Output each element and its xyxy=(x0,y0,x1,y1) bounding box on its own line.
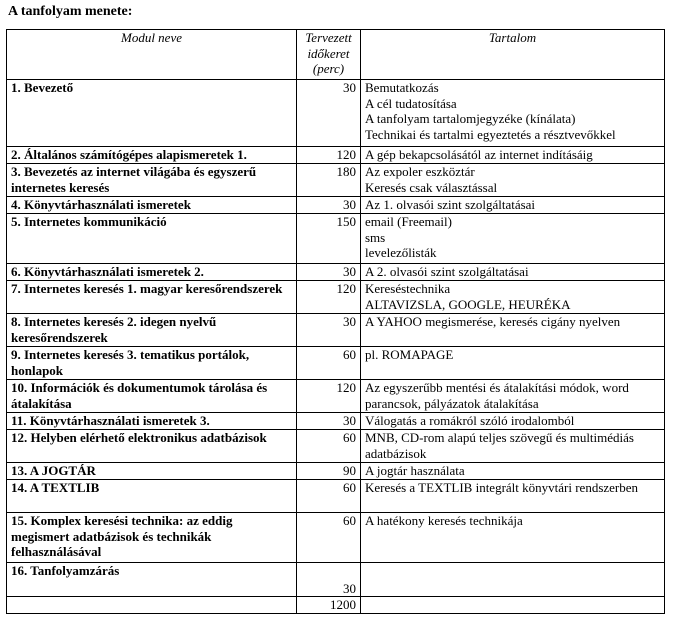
module-name: 3. Bevezetés az internet világába és egyszerű internetes keresés xyxy=(7,164,297,197)
content-cell xyxy=(361,513,665,563)
table-row xyxy=(7,80,665,147)
planned-time: 30 xyxy=(297,314,361,347)
content-cell xyxy=(361,214,665,264)
total-time: 1200 xyxy=(297,597,361,614)
module-name: 8. Internetes keresés 2. idegen nyelvű keresőrendszerek xyxy=(7,314,297,347)
module-name: 10. Információk és dokumentumok tárolása és átalakítása xyxy=(7,380,297,413)
table-row xyxy=(7,347,665,380)
planned-time: 30 xyxy=(297,80,361,147)
content-line: Az expoler eszköztár xyxy=(365,164,475,179)
table-row xyxy=(7,463,665,480)
planned-time: 180 xyxy=(297,164,361,197)
planned-time: 120 xyxy=(297,281,361,314)
content-line: levelezőlisták xyxy=(365,245,437,260)
content-line: A gép bekapcsolásától az internet indításáig xyxy=(365,147,593,162)
content-line: MNB, CD-rom alapú teljes szövegű és multimédiás adatbázisok xyxy=(365,430,634,461)
content-line: Az 1. olvasói szint szolgáltatásai xyxy=(365,197,536,212)
content-cell xyxy=(361,463,665,480)
content-line: A 2. olvasói szint szolgáltatásai xyxy=(365,264,529,279)
course-schedule-table xyxy=(6,29,665,614)
module-name: 2. Általános számítógépes alapismeretek 1. xyxy=(7,147,297,164)
planned-time: 120 xyxy=(297,147,361,164)
planned-time: 60 xyxy=(297,513,361,563)
module-name: 15. Komplex keresési technika: az eddig megismert adatbázisok és technikák felhasználásával xyxy=(7,513,297,563)
planned-time: 30 xyxy=(297,197,361,214)
total-name-cell xyxy=(7,597,297,614)
table-row xyxy=(7,513,665,563)
content-line: ALTAVIZSLA, GOOGLE, HEURÉKA xyxy=(365,296,571,312)
table-row xyxy=(7,380,665,413)
planned-time: 30 xyxy=(297,264,361,281)
header-content: Tartalom xyxy=(361,30,665,80)
content-cell xyxy=(361,430,665,463)
module-name: 12. Helyben elérhető elektronikus adatbázisok xyxy=(7,430,297,463)
planned-time: 150 xyxy=(297,214,361,264)
table-row xyxy=(7,413,665,430)
table-header-row xyxy=(7,30,665,80)
planned-time: 60 xyxy=(297,347,361,380)
module-name: 9. Internetes keresés 3. tematikus portálok, honlapok xyxy=(7,347,297,380)
content-cell xyxy=(361,314,665,347)
table-row xyxy=(7,281,665,314)
module-name: 7. Internetes keresés 1. magyar keresőrendszerek xyxy=(7,281,297,314)
table-row xyxy=(7,480,665,513)
planned-time: 30 xyxy=(297,413,361,430)
content-cell xyxy=(361,281,665,314)
table-row xyxy=(7,197,665,214)
module-name: 6. Könyvtárhasználati ismeretek 2. xyxy=(7,264,297,281)
table-row xyxy=(7,164,665,197)
header-planned-time xyxy=(297,30,361,80)
header-time-line: időkeret xyxy=(307,45,350,61)
table-row xyxy=(7,214,665,264)
content-cell xyxy=(361,563,665,597)
module-name: 14. A TEXTLIB xyxy=(7,480,297,513)
planned-time: 30 xyxy=(297,563,361,597)
content-line: Keresés csak választással xyxy=(365,179,498,195)
content-line: Bemutatkozás xyxy=(365,80,439,95)
table-row xyxy=(7,314,665,347)
content-line: Technikai és tartalmi egyeztetés a résztvevőkkel xyxy=(365,126,616,142)
content-cell xyxy=(361,347,665,380)
planned-time: 60 xyxy=(297,480,361,513)
table-row xyxy=(7,430,665,463)
header-time-line: Tervezett xyxy=(305,30,352,45)
content-line: sms xyxy=(365,229,386,245)
content-line: email (Freemail) xyxy=(365,214,452,229)
page-title: A tanfolyam menete: xyxy=(8,4,133,19)
planned-time: 60 xyxy=(297,430,361,463)
header-module-name: Modul neve xyxy=(7,30,297,80)
content-cell xyxy=(361,80,665,147)
content-line: A tanfolyam tartalomjegyzéke (kínálata) xyxy=(365,111,576,126)
total-content-cell xyxy=(361,597,665,614)
planned-time: 120 xyxy=(297,380,361,413)
content-cell xyxy=(361,164,665,197)
content-cell xyxy=(361,480,665,513)
content-cell xyxy=(361,264,665,281)
module-name: 16. Tanfolyamzárás xyxy=(7,563,297,597)
content-cell xyxy=(361,380,665,413)
module-name: 1. Bevezető xyxy=(7,80,297,147)
header-time-line: (perc) xyxy=(312,61,345,76)
total-row xyxy=(7,597,665,614)
module-name: 13. A JOGTÁR xyxy=(7,463,297,480)
content-cell xyxy=(361,197,665,214)
table-row xyxy=(7,147,665,164)
content-line: Válogatás a romákról szóló irodalomból xyxy=(365,413,575,428)
module-name: 5. Internetes kommunikáció xyxy=(7,214,297,264)
content-line: A hatékony keresés technikája xyxy=(365,513,523,528)
planned-time: 90 xyxy=(297,463,361,480)
content-line: Az egyszerűbb mentési és átalakítási módok, word parancsok, pályázatok átalakítása xyxy=(365,380,629,411)
content-cell xyxy=(361,413,665,430)
table-row xyxy=(7,264,665,281)
content-line: A cél tudatosítása xyxy=(365,95,457,111)
module-name: 4. Könyvtárhasználati ismeretek xyxy=(7,197,297,214)
content-line: Kereséstechnika xyxy=(365,281,451,296)
content-cell xyxy=(361,147,665,164)
table-row xyxy=(7,563,665,597)
content-line: Keresés a TEXTLIB integrált könyvtári rendszerben xyxy=(365,480,639,495)
content-line: A YAHOO megismerése, keresés cigány nyelven xyxy=(365,314,621,329)
content-line: A jogtár használata xyxy=(365,463,465,478)
module-name: 11. Könyvtárhasználati ismeretek 3. xyxy=(7,413,297,430)
content-line: pl. ROMAPAGE xyxy=(365,347,454,362)
